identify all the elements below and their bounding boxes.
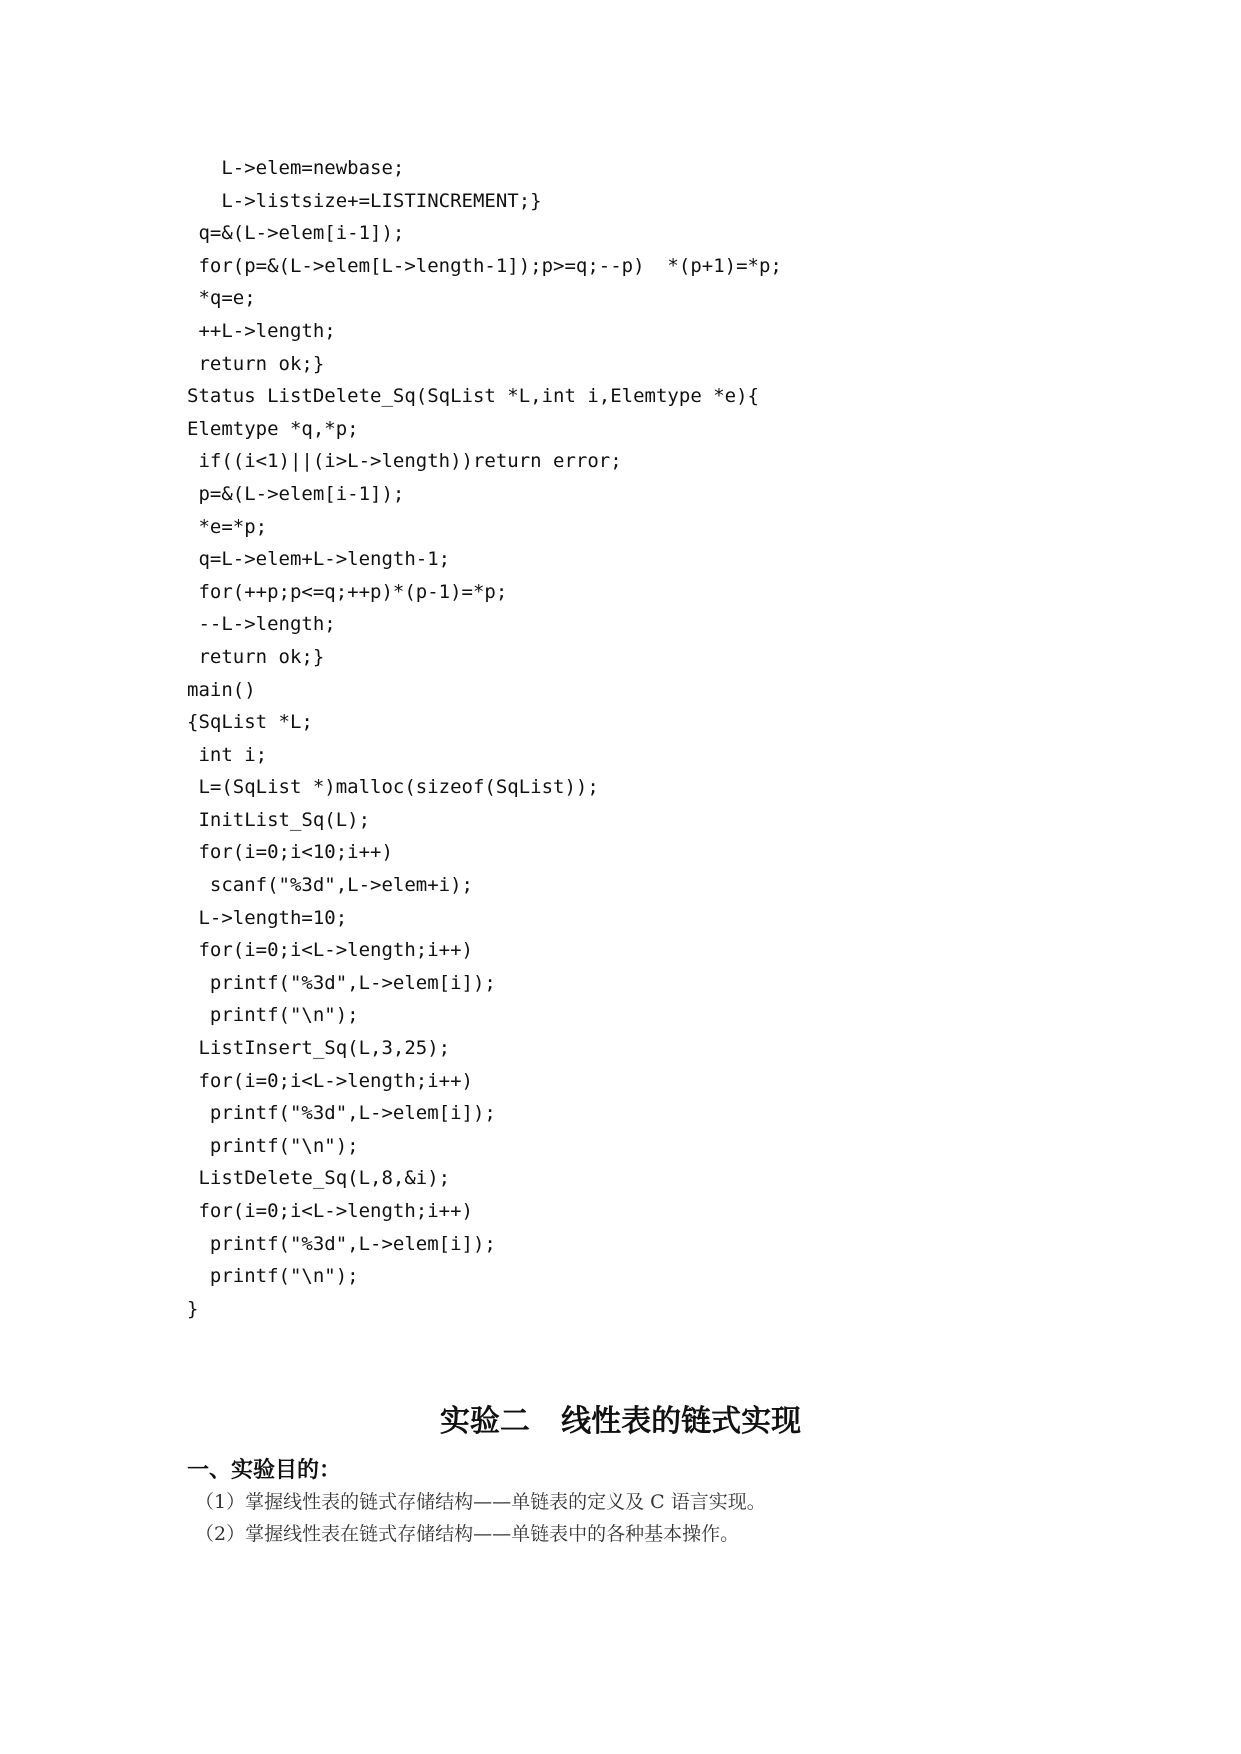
- code-line: for(i=0;i<10;i++): [187, 841, 393, 864]
- code-line: for(p=&(L->elem[L->length-1]);p>=q;--p) *(p+1)=*p;: [187, 254, 782, 277]
- objectives-list: [195, 1486, 766, 1550]
- section-title: 实验二 线性表的链式实现: [439, 1404, 802, 1439]
- code-line: L=(SqList *)malloc(sizeof(SqList));: [187, 776, 599, 799]
- code-line: L->elem=newbase;: [187, 157, 405, 179]
- code-line: scanf("%3d",L->elem+i);: [187, 874, 473, 897]
- code-line: {SqList *L;: [187, 711, 313, 734]
- objective-item: （1）掌握线性表的链式存储结构——单链表的定义及 C 语言实现。: [195, 1491, 766, 1513]
- code-line: *q=e;: [187, 287, 256, 310]
- code-line: p=&(L->elem[i-1]);: [187, 482, 405, 505]
- code-line: printf("\n");: [187, 1134, 359, 1157]
- code-line: printf("\n");: [187, 1265, 359, 1288]
- code-line: return ok;}: [187, 645, 325, 668]
- code-line: for(i=0;i<L->length;i++): [187, 1200, 473, 1222]
- code-line: Status ListDelete_Sq(SqList *L,int i,Elemtype *e){: [187, 385, 759, 408]
- code-line: L->listsize+=LISTINCREMENT;}: [187, 189, 542, 212]
- code-line: for(i=0;i<L->length;i++): [187, 939, 473, 962]
- code-line: q=L->elem+L->length-1;: [187, 548, 451, 571]
- code-line: printf("\n");: [187, 1004, 359, 1027]
- code-line: for(++p;p<=q;++p)*(p-1)=*p;: [187, 580, 508, 603]
- code-line: Elemtype *q,*p;: [187, 417, 359, 440]
- code-line: printf("%3d",L->elem[i]);: [187, 971, 496, 994]
- code-line: ++L->length;: [187, 319, 336, 342]
- code-line: if((i<1)||(i>L->length))return error;: [187, 450, 622, 473]
- code-line: printf("%3d",L->elem[i]);: [187, 1102, 496, 1125]
- objectives-heading: 一、实验目的：: [187, 1457, 342, 1483]
- code-line: q=&(L->elem[i-1]);: [187, 222, 405, 245]
- code-line: ListDelete_Sq(L,8,&i);: [187, 1167, 451, 1190]
- code-line: L->length=10;: [187, 906, 348, 929]
- objective-item: （2）掌握线性表在链式存储结构——单链表中的各种基本操作。: [195, 1523, 740, 1545]
- code-line: }: [187, 1297, 199, 1320]
- code-line: InitList_Sq(L);: [187, 808, 371, 831]
- code-line: main(): [187, 678, 256, 701]
- code-line: return ok;}: [187, 352, 325, 375]
- code-listing: [187, 152, 1087, 1325]
- code-line: for(i=0;i<L->length;i++): [187, 1069, 473, 1092]
- code-line: --L->length;: [187, 613, 336, 636]
- code-line: *e=*p;: [187, 515, 268, 538]
- code-line: int i;: [187, 743, 268, 766]
- code-line: printf("%3d",L->elem[i]);: [187, 1232, 496, 1255]
- code-line: ListInsert_Sq(L,3,25);: [187, 1037, 451, 1060]
